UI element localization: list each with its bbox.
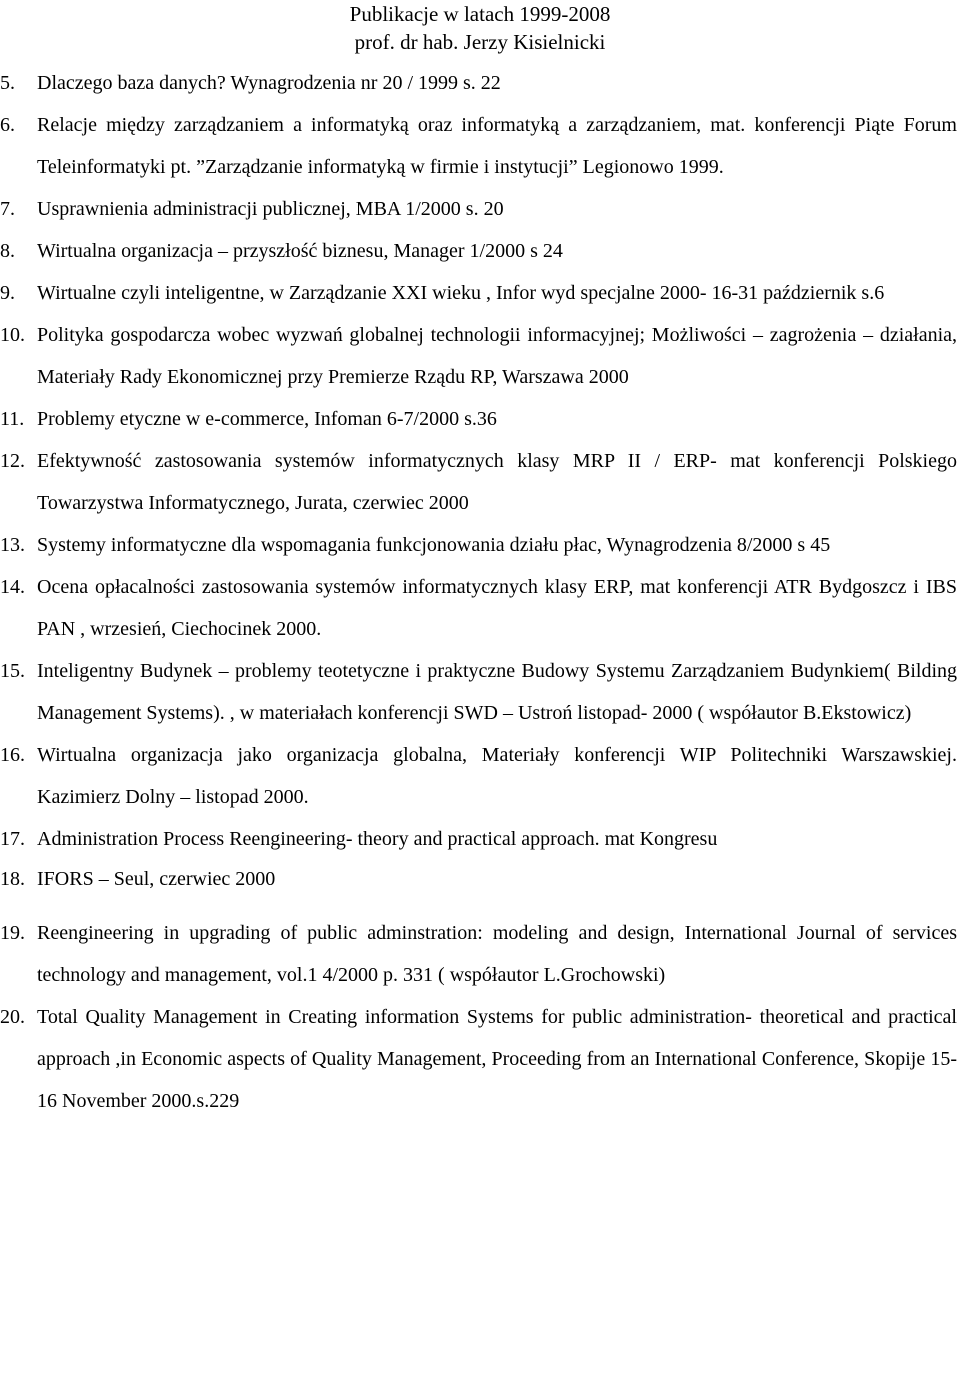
page-header bbox=[0, 0, 960, 56]
header-author: prof. dr hab. Jerzy Kisielnicki bbox=[354, 30, 606, 54]
publication-item bbox=[0, 818, 960, 860]
publication-text: Wirtualna organizacja – przyszłość biznesu, Manager 1/2000 s 24 bbox=[37, 240, 563, 262]
publication-text: Relacje między zarządzaniem a informatyką oraz informatyką a zarządzaniem, mat. konferencji Piąte Forum Teleinformatyki pt. ”Zarządzanie informatyką w firmie i instytucji” Legionowo 1999. bbox=[37, 114, 957, 178]
publication-item bbox=[0, 230, 960, 272]
publication-number: 5. bbox=[0, 72, 15, 94]
publication-number: 6. bbox=[0, 114, 15, 136]
publication-item bbox=[0, 188, 960, 230]
publication-item bbox=[0, 734, 960, 818]
publication-number: 7. bbox=[0, 198, 15, 220]
publication-number: 16. bbox=[0, 744, 25, 766]
publication-item bbox=[0, 440, 960, 524]
publication-item bbox=[0, 996, 960, 1122]
publication-list bbox=[0, 62, 960, 1122]
publication-text: Wirtualna organizacja jako organizacja globalna, Materiały konferencji WIP Politechniki Warszawskiej. Kazimierz Dolny – listopad 2000. bbox=[37, 744, 957, 808]
publication-number: 20. bbox=[0, 1006, 25, 1028]
publication-item bbox=[0, 566, 960, 650]
publication-text: IFORS – Seul, czerwiec 2000 bbox=[37, 868, 276, 890]
publication-text: Problemy etyczne w e-commerce, Infoman 6-7/2000 s.36 bbox=[37, 408, 497, 430]
publication-text: Administration Process Reengineering- theory and practical approach. mat Kongresu bbox=[37, 828, 718, 850]
publication-text: Usprawnienia administracji publicznej, MBA 1/2000 s. 20 bbox=[37, 198, 504, 220]
publication-number: 18. bbox=[0, 868, 25, 890]
header-title: Publikacje w latach 1999-2008 bbox=[349, 2, 611, 26]
publication-number: 13. bbox=[0, 534, 25, 556]
publication-number: 8. bbox=[0, 240, 15, 262]
publication-text: Efektywność zastosowania systemów informatycznych klasy MRP II / ERP- mat konferencji Polskiego Towarzystwa Informatycznego, Jurata, czerwiec 2000 bbox=[37, 450, 957, 514]
publication-item bbox=[0, 62, 960, 104]
publication-number: 9. bbox=[0, 282, 15, 304]
publication-item bbox=[0, 524, 960, 566]
publication-item bbox=[0, 858, 960, 900]
publication-item bbox=[0, 104, 960, 188]
publication-number: 15. bbox=[0, 660, 25, 682]
publication-item bbox=[0, 912, 960, 996]
publication-number: 14. bbox=[0, 576, 25, 598]
publication-number: 17. bbox=[0, 828, 25, 850]
publication-text: Wirtualne czyli inteligentne, w Zarządzanie XXI wieku , Infor wyd specjalne 2000- 16-31 październik s.6 bbox=[37, 282, 885, 304]
publication-text: Reengineering in upgrading of public adminstration: modeling and design, International Journal of services technology and management, vol.1 4/2000 p. 331 ( współautor L.Grochowski) bbox=[37, 922, 957, 986]
publication-number: 10. bbox=[0, 324, 25, 346]
publication-text: Dlaczego baza danych? Wynagrodzenia nr 20 / 1999 s. 22 bbox=[37, 72, 501, 94]
publication-text: Total Quality Management in Creating information Systems for public administration- theoretical and practical approach ,in Economic aspects of Quality Management, Proceeding from an International Conference, Skopije 15-16 November 2000.s.229 bbox=[37, 1006, 957, 1112]
publication-item bbox=[0, 650, 960, 734]
publication-item bbox=[0, 272, 960, 314]
publication-number: 19. bbox=[0, 922, 25, 944]
publication-text: Ocena opłacalności zastosowania systemów informatycznych klasy ERP, mat konferencji ATR Bydgoszcz i IBS PAN , wrzesień, Ciechocinek 2000. bbox=[37, 576, 957, 640]
publication-number: 12. bbox=[0, 450, 25, 472]
publication-number: 11. bbox=[0, 408, 25, 430]
publication-item bbox=[0, 314, 960, 398]
publication-item bbox=[0, 398, 960, 440]
publication-text: Inteligentny Budynek – problemy teotetyczne i praktyczne Budowy Systemu Zarządzaniem Budynkiem( Bilding Management Systems). , w materiałach konferencji SWD – Ustroń listopad- 2000 ( współautor B.Ekstowicz) bbox=[37, 660, 957, 724]
publication-text: Polityka gospodarcza wobec wyzwań globalnej technologii informacyjnej; Możliwości – zagrożenia – działania, Materiały Rady Ekonomicznej przy Premierze Rządu RP, Warszawa 2000 bbox=[37, 324, 957, 388]
publication-text: Systemy informatyczne dla wspomagania funkcjonowania działu płac, Wynagrodzenia 8/2000 s 45 bbox=[37, 534, 831, 556]
